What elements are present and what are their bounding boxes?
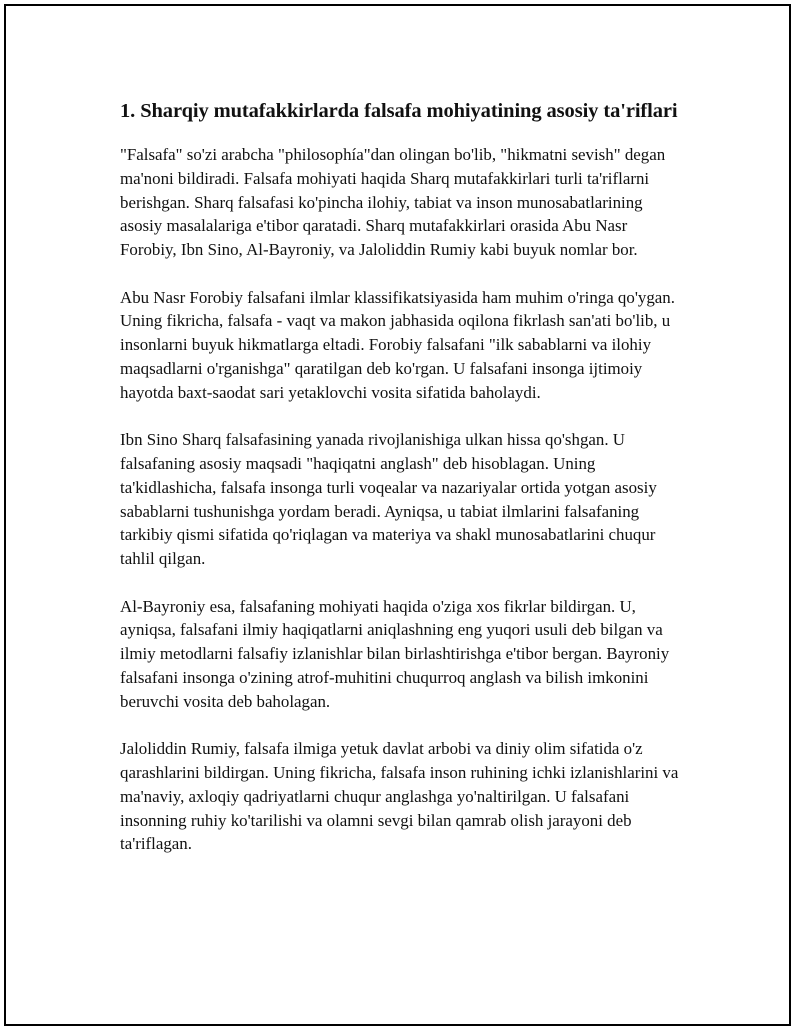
paragraph-3: Ibn Sino Sharq falsafasining yanada rivojlanishiga ulkan hissa qo'shgan. U falsafaning asosiy maqsadi "haqiqatni anglash" deb hisoblagan. Uning ta'kidlashicha, falsafa insonga turli voqealar va nazariyalar ortida yotgan asosiy sabablarni tushunishga yordam beradi. Ayniqsa, u tabiat ilmlarini falsafaning tarkibiy qismi sifatida qo'riqlagan va materiya va shakl munosabatlarini chuqur tahlil qilgan. bbox=[120, 430, 657, 569]
paragraph-4: Al-Bayroniy esa, falsafaning mohiyati haqida o'ziga xos fikrlar bildirgan. U, ayniqsa, falsafani ilmiy haqiqatlarni aniqlashning eng yuqori usuli deb bilgan va ilmiy metodlarni falsafiy izlanishlar bilan birlashtirishga e'tibor bergan. Bayroniy falsafani insonga o'zining atrof-muhitini chuqurroq anglash va bilish imkonini beruvchi vosita deb baholagan. bbox=[120, 596, 670, 711]
paragraph-2: Abu Nasr Forobiy falsafani ilmlar klassifikatsiyasida ham muhim o'ringa qo'ygan. Uning fikricha, falsafa - vaqt va makon jabhasida oqilona fikrlash san'ati bo'lib, u insonlarni buyuk hikmatlarga eltadi. Forobiy falsafani "ilk sabablarni va ilohiy maqsadlarni o'rganishga" qaratilgan deb ko'rgan. U falsafani insonga ijtimoiy hayotda baxt-saodat sari yetaklovchi vosita sifatida baholaydi. bbox=[120, 287, 675, 402]
document-content bbox=[120, 98, 680, 880]
paragraph-1: "Falsafa" so'zi arabcha "philosophía"dan olingan bo'lib, "hikmatni sevish" degan ma'noni bildiradi. Falsafa mohiyati haqida Sharq mutafakkirlari turli ta'riflarni berishgan. Sharq falsafasi ko'pincha ilohiy, tabiat va inson munosabatlarining asosiy masalalariga e'tibor qaratadi. Sharq mutafakkirlari orasida Abu Nasr Forobiy, Ibn Sino, Al-Bayroniy, va Jaloliddin Rumiy kabi buyuk nomlar bor. bbox=[120, 145, 666, 260]
page-title: 1. Sharqiy mutafakkirlarda falsafa mohiyatining asosiy ta'riflari bbox=[120, 100, 678, 122]
page-frame bbox=[4, 4, 791, 1026]
paragraph-5: Jaloliddin Rumiy, falsafa ilmiga yetuk davlat arbobi va diniy olim sifatida o'z qarashlarini bildirgan. Uning fikricha, falsafa inson ruhining ichki izlanishlarini va ma'naviy, axloqiy qadriyatlarni chuqur anglashga yo'naltirilgan. U falsafani insonning ruhiy ko'tarilishi va olamni sevgi bilan qamrab olish jarayoni deb ta'riflagan. bbox=[120, 739, 679, 854]
